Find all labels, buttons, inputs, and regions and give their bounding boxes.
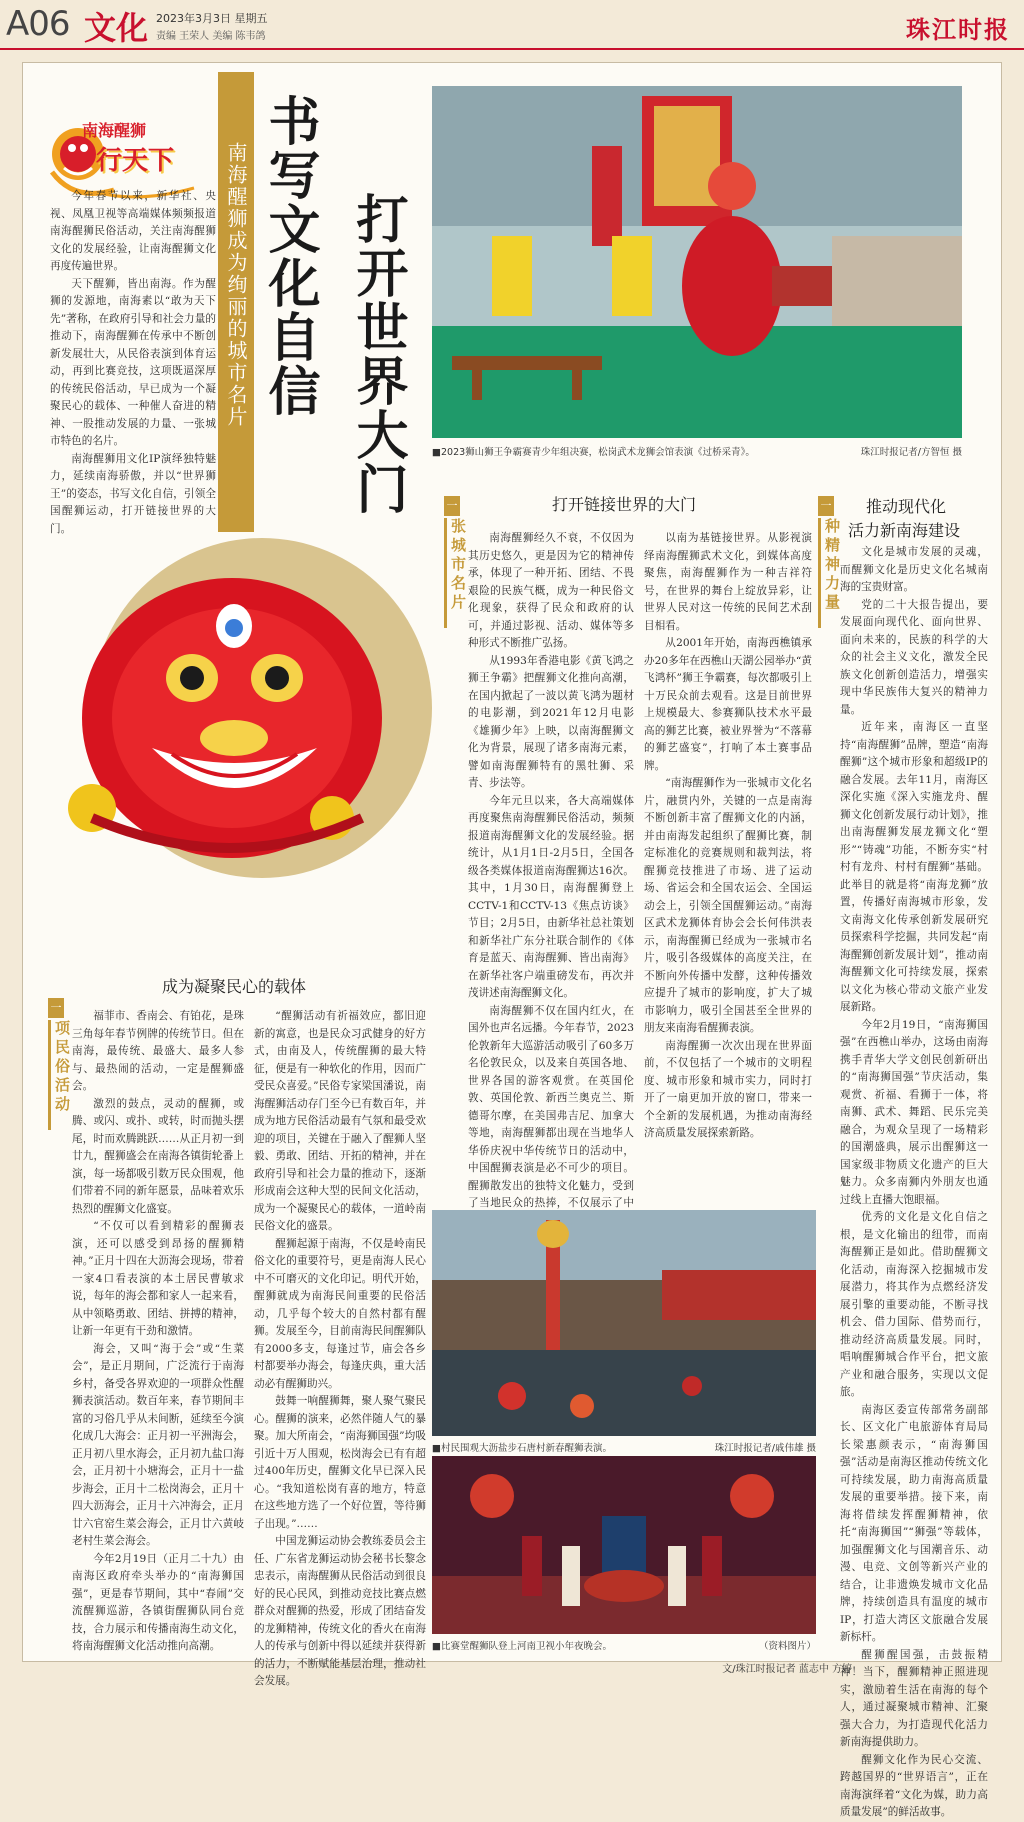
paragraph: 从2001年开始，南海西樵镇承办20多年在西樵山天湖公园举办“黄飞鸿杯”狮王争霸赛，每次都吸引上十万民众前去观看。这是目前世界上规模最大、参赛狮队技术水平最高的狮艺比赛，被业界誉为“不落幕的狮艺盛宴”，打响了本土赛事品牌。 (644, 637, 812, 772)
paragraph: “醒狮活动有祈福效应，都旧迎新的寓意，也是民众习武健身的好方式，由南及人，传统醒狮的最大特征，便是有一种软化的作用，因而广受民众喜爱。”民俗专家梁国潘说，南海醒狮活动存门至今已有数百年，并成为地方民俗活动最有气氛和最受欢迎的项目，关键在于融入了醒狮人坚毅、勇敢、团结、开拓的精神，并在政府引导和社会力量的推动下，逐渐形成南会这种大型的民间文化活动，成为一个凝聚民心的载体，一道岭南民俗文化的盛景。 (254, 1010, 426, 1232)
lion-dance-stage-icon (432, 86, 962, 438)
logo-slogan: 行天下 (96, 146, 175, 176)
paragraph: 福菲市、香南会、有铂花，是珠三角每年春节例牌的传统节日。但在南海，最传统、最盛大、最多人参与、最热闹的活动，一定是醒狮盛会。 (72, 1010, 244, 1092)
section-title-spirit-line2: 活力新南海建设 (848, 521, 961, 540)
photo-credit: （资料图片） (758, 1641, 816, 1652)
photo-caption: ■比赛堂醒狮队登上河南卫视小年夜晚会。 (432, 1641, 612, 1652)
paragraph: “南海醒狮作为一张城市文化名片，融贯内外，关键的一点是南海不断创新丰富了醒狮文化的内涵，并由南海发起组织了醒狮比赛，制定标准化的竞赛规则和裁判法，将醒狮竞技推进了市场、进了运动场、省运会和全国农运会、全国运动会上，引领全国醒狮运动。”南海区武术龙狮体育协会会长何伟洪表示，南海醒狮已经成为一张城市名片，吸引各级媒体的高度关注，在不断向外传播中发酵，这种传播效应提升了城市的影响度，扩大了城市影响力，吸引全国甚至全世界的朋友来南海看醒狮表演。 (644, 777, 812, 1034)
paragraph: 海会，又叫“海于会”或“生菜会”，是正月期间，广泛流行于南海乡村，备受各界欢迎的一项群众性醒狮表演活动。数百年来，春节期间丰富的习俗几乎从未间断，延续至今演化成几大海会：正月初一平洲海会，正月初八里水海会，正月初九盐口海会，正月初十小塘海会，正月十一盐步海会，正月十二松岗海会，正月十四大沥海会，正月十六冲海会，正月廿六官窑生菜会海会，正月廿六黄岐老村生菜会海会。 (72, 1342, 244, 1547)
paragraph: 今年元旦以来，各大高端媒体再度聚焦南海醒狮民俗活动，频频报道南海醒狮文化的发展经验。据统计，从1月1日-2月5日，全国各级各类媒体报道南海醒狮达16次。其中，1月30日，南海醒狮登上CCTV-1和CCTV-13《焦点访谈》节目；2月5日，由新华社总社策划和新华社广东分社联合制作的《体育是蓝天、南海醒狮、皆出南海》在新华社客户端重磅发布，再次并茂讲述南海醒狮文化。 (468, 794, 634, 999)
photo-credit: 珠江时报记者/戚伟雄 摄 (714, 1443, 816, 1454)
section-tag-spirit: 种精神力量 (818, 518, 840, 628)
masthead-rule (0, 48, 1024, 50)
stage-performance-icon (432, 1456, 816, 1634)
photo-village-lion-dance (432, 1210, 816, 1436)
paper-name: 珠江时报 (906, 15, 1010, 44)
tag-mark: 一 (48, 998, 64, 1018)
section-name: 文化 (84, 9, 149, 47)
paragraph: 南海醒狮一次次出现在世界面前，不仅包括了一个城市的文明程度、城市形象和城市实力，同时打开了一扇更加开放的窗口，带来一个全新的发展机遇，为推动南海经济高质量发展探索新路。 (644, 1039, 812, 1139)
photo-caption: ■村民围观大沥盐步石唐村新春醒狮表演。 (432, 1443, 612, 1454)
paragraph: 醒狮文化作为民心交流、跨越国界的“世界语言”，正在南海演绎着“文化为媒，助力高质量发展”的鲜活故事。 (840, 1753, 988, 1818)
paragraph: 以南为基链接世界。从影视演绎南海醒狮武术文化，到媒体高度聚焦，南海醒狮作为一种吉祥符号，在世界的舞台上绽放异彩，让世界人民对这一传统的民间艺术刮目相看。 (644, 532, 812, 632)
section-title-spirit-line1: 推动现代化 (866, 497, 947, 516)
paragraph: 南海区委宣传部常务副部长、区文化广电旅游体育局局长梁惠颜表示，“南海狮国强”活动是南海区推动传统文化可持续发展，助力南海高质量发展的重要举措。接下来，南海将借续发挥醒狮精神，依托“南海狮国”“狮强”等载体，加强醒狮文化与国潮音乐、动漫、电竞、文创等新兴产业的结合，让非遗焕发城市文化品牌，持续创造具有温度的城市IP，打造大湾区文旅融合发展新标杆。 (840, 1403, 988, 1643)
paragraph: 南海醒狮经久不衰，不仅因为其历史悠久，更是因为它的精神传承，体现了一种开拓、团结、不畏艰险的民族气概，成为一种民俗文化现象，获得了民众和政府的认可，并通过影视、活动、媒体等多种形式不断推广弘扬。 (468, 532, 634, 649)
issue-date: 2023年3月3日 星期五 (156, 12, 268, 25)
paragraph: 今年2月19日（正月二十九）由南海区政府牵头举办的“南海狮国强”，更是春节期间，其中“春闹”交流醒狮巡游，各镇街醒狮队同台竞技，合力展示和传播南海生动文化，将南海醒狮文化活动推向高潮。 (72, 1552, 244, 1652)
tag-mark: 一 (444, 496, 460, 516)
masthead (0, 0, 1024, 48)
photo-lion-dance-competition (432, 86, 962, 438)
logo-title: 南海醒狮 (82, 121, 147, 140)
paragraph: 党的二十大报告提出，要发展面向现代化、面向世界、面向未来的，民族的科学的大众的社会主义文化，激发全民族文化创新创造活力，增强实现中华民族伟大复兴的精神力量。 (840, 598, 988, 716)
paragraph: 近年来，南海区一直坚持“南海醒狮”品牌，塑造“南海醒狮”这个城市形象和超级IP的融合发展。去年11月，南海区深化实施《深入实施龙舟、醒狮文化创新发展行动计划》，推出南海醒狮发展龙狮文化“塑形”“铸魂”功能，不断夯实“村村有龙舟、村村有醒狮”基础。此举目的就是将“南海龙狮”放置，传播好南海城市形象，发文南海文化传承创新发展研究员探索科学挖掘，共同发起“南海醒狮创新发展计划”，推动南海醒狮文化可持续发展，探索以文化为核心带动文旅产业发展新路。 (840, 721, 988, 1013)
paragraph: 鼓舞一响醒狮舞，聚人聚气聚民心。醒狮的演来，必然伴随人气的暴聚。加大所南会，“南海狮国强”均吸引近十万人围观，松岗海会已有有超过400年历史，醒狮文化早已深入民心。“我知道松岗有喜的地方，特意在这些地方选了一个好位置，等待狮子出现。”…… (254, 1395, 426, 1530)
paragraph: 文化是城市发展的灵魂，而醒狮文化是历史文化名城南海的宝贵财富。 (840, 546, 988, 593)
headline-subtitle: 南海醒狮成为绚丽的城市名片 (224, 142, 248, 428)
paragraph: 从1993年香港电影《黄飞鸿之狮王争霸》把醒狮文化推向高潮，在国内掀起了一波以黄飞鸿为题材的电影潮，到2021年12月电影《雄狮少年》上映，以南海醒狮文化为背景，展现了诸多南海元素，譬如南海醒狮特有的黑牡狮、采青、步法等。 (468, 654, 634, 789)
photo-credit: 珠江时报记者/方智恒 摄 (860, 447, 962, 458)
lion-head-illustration (32, 518, 422, 888)
section-body-folk-col1 (72, 1008, 244, 1652)
issue-editors: 责编 王荣人 美编 陈韦鸽 (156, 31, 266, 42)
village-crowd-icon (432, 1210, 816, 1436)
section-body-folk-col2 (254, 1008, 426, 1687)
paragraph: 中国龙狮运动协会教练委员会主任、广东省龙狮运动协会秘书长黎念忠表示，南海醒狮从民俗活动到很良好的民心民风，到推动竞技比赛点燃群众对醒狮的热爱，形成了团结奋发的龙狮精神，传统文化的香火在南海人的传承与创新中得以延续并获得新的活力，不断赋能基层治理，推动社会发展。 (254, 1535, 426, 1687)
section-tag-folk: 项民俗活动 (48, 1020, 70, 1130)
paragraph: 今年2月19日，“南海狮国强”在西樵山举办，这场由南海携手青华大学文创民创新研出的“南海狮国强”节庆活动，集观赏、祈福、看狮于一体，将南狮、武术、舞蹈、民乐完美融合，为观众呈现了一场精彩的国潮盛典，展示出醒狮这一国家级非物质文化遗产的巨大魅力。众多南狮内外朋友也通过线上直播大饱眼福。 (840, 1018, 988, 1206)
paragraph: 优秀的文化是文化自信之根，是文化输出的纽带，而南海醒狮正是如此。借助醒狮文化活动，南海深入挖掘城市发展潜力，将其作为点燃经济发展引擎的重要动能，不断寻找机会、借力国际、借势而行，推动经济高质量发展。同时，唱响醒狮城合作平台，把文旅产业和融合服务，实现以文促旅。 (840, 1211, 988, 1398)
tag-mark: 一 (818, 496, 834, 516)
section-body-world-col1 (468, 530, 634, 1209)
byline: 文/珠江时报记者 蓝志中 方婷 (722, 1664, 852, 1675)
section-tag-world: 张城市名片 (444, 518, 466, 628)
paragraph: 醒狮起源于南海，不仅是岭南民俗文化的重要符号，更是南海人民心中不可磨灭的文化印记。明代开始，醒狮就成为南海民间重要的民俗活动，几乎每个较大的自然村都有醒狮。发展至今，目前南海民间醒狮队有2000多支，每逢过节，庙会各乡村都要举办海会，每逢庆典，重大活动必有醒狮助兴。 (254, 1237, 426, 1390)
paragraph: 醒狮醒国强，击鼓振精神！当下，醒狮精神正照进现实，激励着生活在南海的每个人，通过凝聚城市精神、汇聚强大合力，为打造现代化活力新南海提供助力。 (840, 1648, 988, 1748)
intro-paragraph: 天下醒狮，皆出南海。作为醒狮的发源地，南海素以“敢为天下先”著称，在政府引导和社会力量的推动下，南海醒狮在传承中不断创新发展壮大，从民俗表演到体育运动，再到比赛竞技，这项既逼深厚的传统民俗活动，早已成为一个凝聚民心的载体、一种催人奋进的精神、一股推动发展的力量、一张城市特色的名片。 (50, 277, 216, 447)
intro-paragraph: 南海醒狮用文化IP演绎独特魅力，延续南海骄傲，并以“世界狮王”的姿态，书写文化自信，引领全国醒狮运动，打开链接世界的大门。 (50, 452, 216, 535)
photo-tv-gala (432, 1456, 816, 1634)
intro-text (50, 188, 216, 560)
headline-title-part1: 书写文化自信 (259, 94, 320, 418)
headline-title-part2: 打开世界大门 (347, 192, 408, 516)
paragraph: “不仅可以看到精彩的醒狮表演，还可以感受到昂扬的醒狮精神。”正月十四在大沥海会现场，带着一家4口看表演的本土居民曹敏求说，每年的海会都和家人一起来看，从中领略勇敢、团结、拼搏的精神，让新一年更有干劲和激情。 (72, 1220, 244, 1337)
section-body-spirit (840, 544, 988, 1818)
section-body-world-col2 (644, 530, 812, 1139)
photo-caption: ■2023狮山狮王争霸赛青少年组决赛，松岗武术龙狮会馆表演《过桥采青》。 (432, 447, 755, 458)
section-title-world: 打开链接世界的大门 (552, 495, 697, 514)
intro-paragraph: 今年春节以来，新华社、央视、凤凰卫视等高端媒体频频报道南海醒狮民俗活动，关注南海醒狮文化的发展经验，让南海醒狮文化再度传遍世界。 (50, 190, 216, 272)
paragraph: 激烈的鼓点，灵动的醒狮，或腾、或闪、或扑、或转，时而抛头摆尾，时而欢腾跳跃……从正月初一到廿九，醒狮盛会在南海各镇街轮番上演，每一场都吸引数万民众围观，他们带着不同的新年愿景，品味着欢乐热烈的醒狮文化盛宴。 (72, 1097, 244, 1215)
section-title-folk: 成为凝聚民心的载体 (162, 977, 307, 996)
paragraph: 南海醒狮不仅在国内红火，在国外也声名远播。今年春节，2023伦敦新年大巡游活动吸引了60多万名伦敦民众，以及来自英国各地、世界各国的游客观赏。在英国伦敦、英国伦敦、新西兰奥克兰、斯德哥尔摩，在美国弗吉尼、加拿大等地，南海醒狮都出现在当地华人华侨庆祝中华传统节日的活动中，中国醒狮表演是必不可少的项目。醒狮散发出的独特文化魅力，受到了当地民众的热捧，不仅展示了中 (468, 1004, 634, 1209)
page-number: A06 (6, 4, 70, 44)
